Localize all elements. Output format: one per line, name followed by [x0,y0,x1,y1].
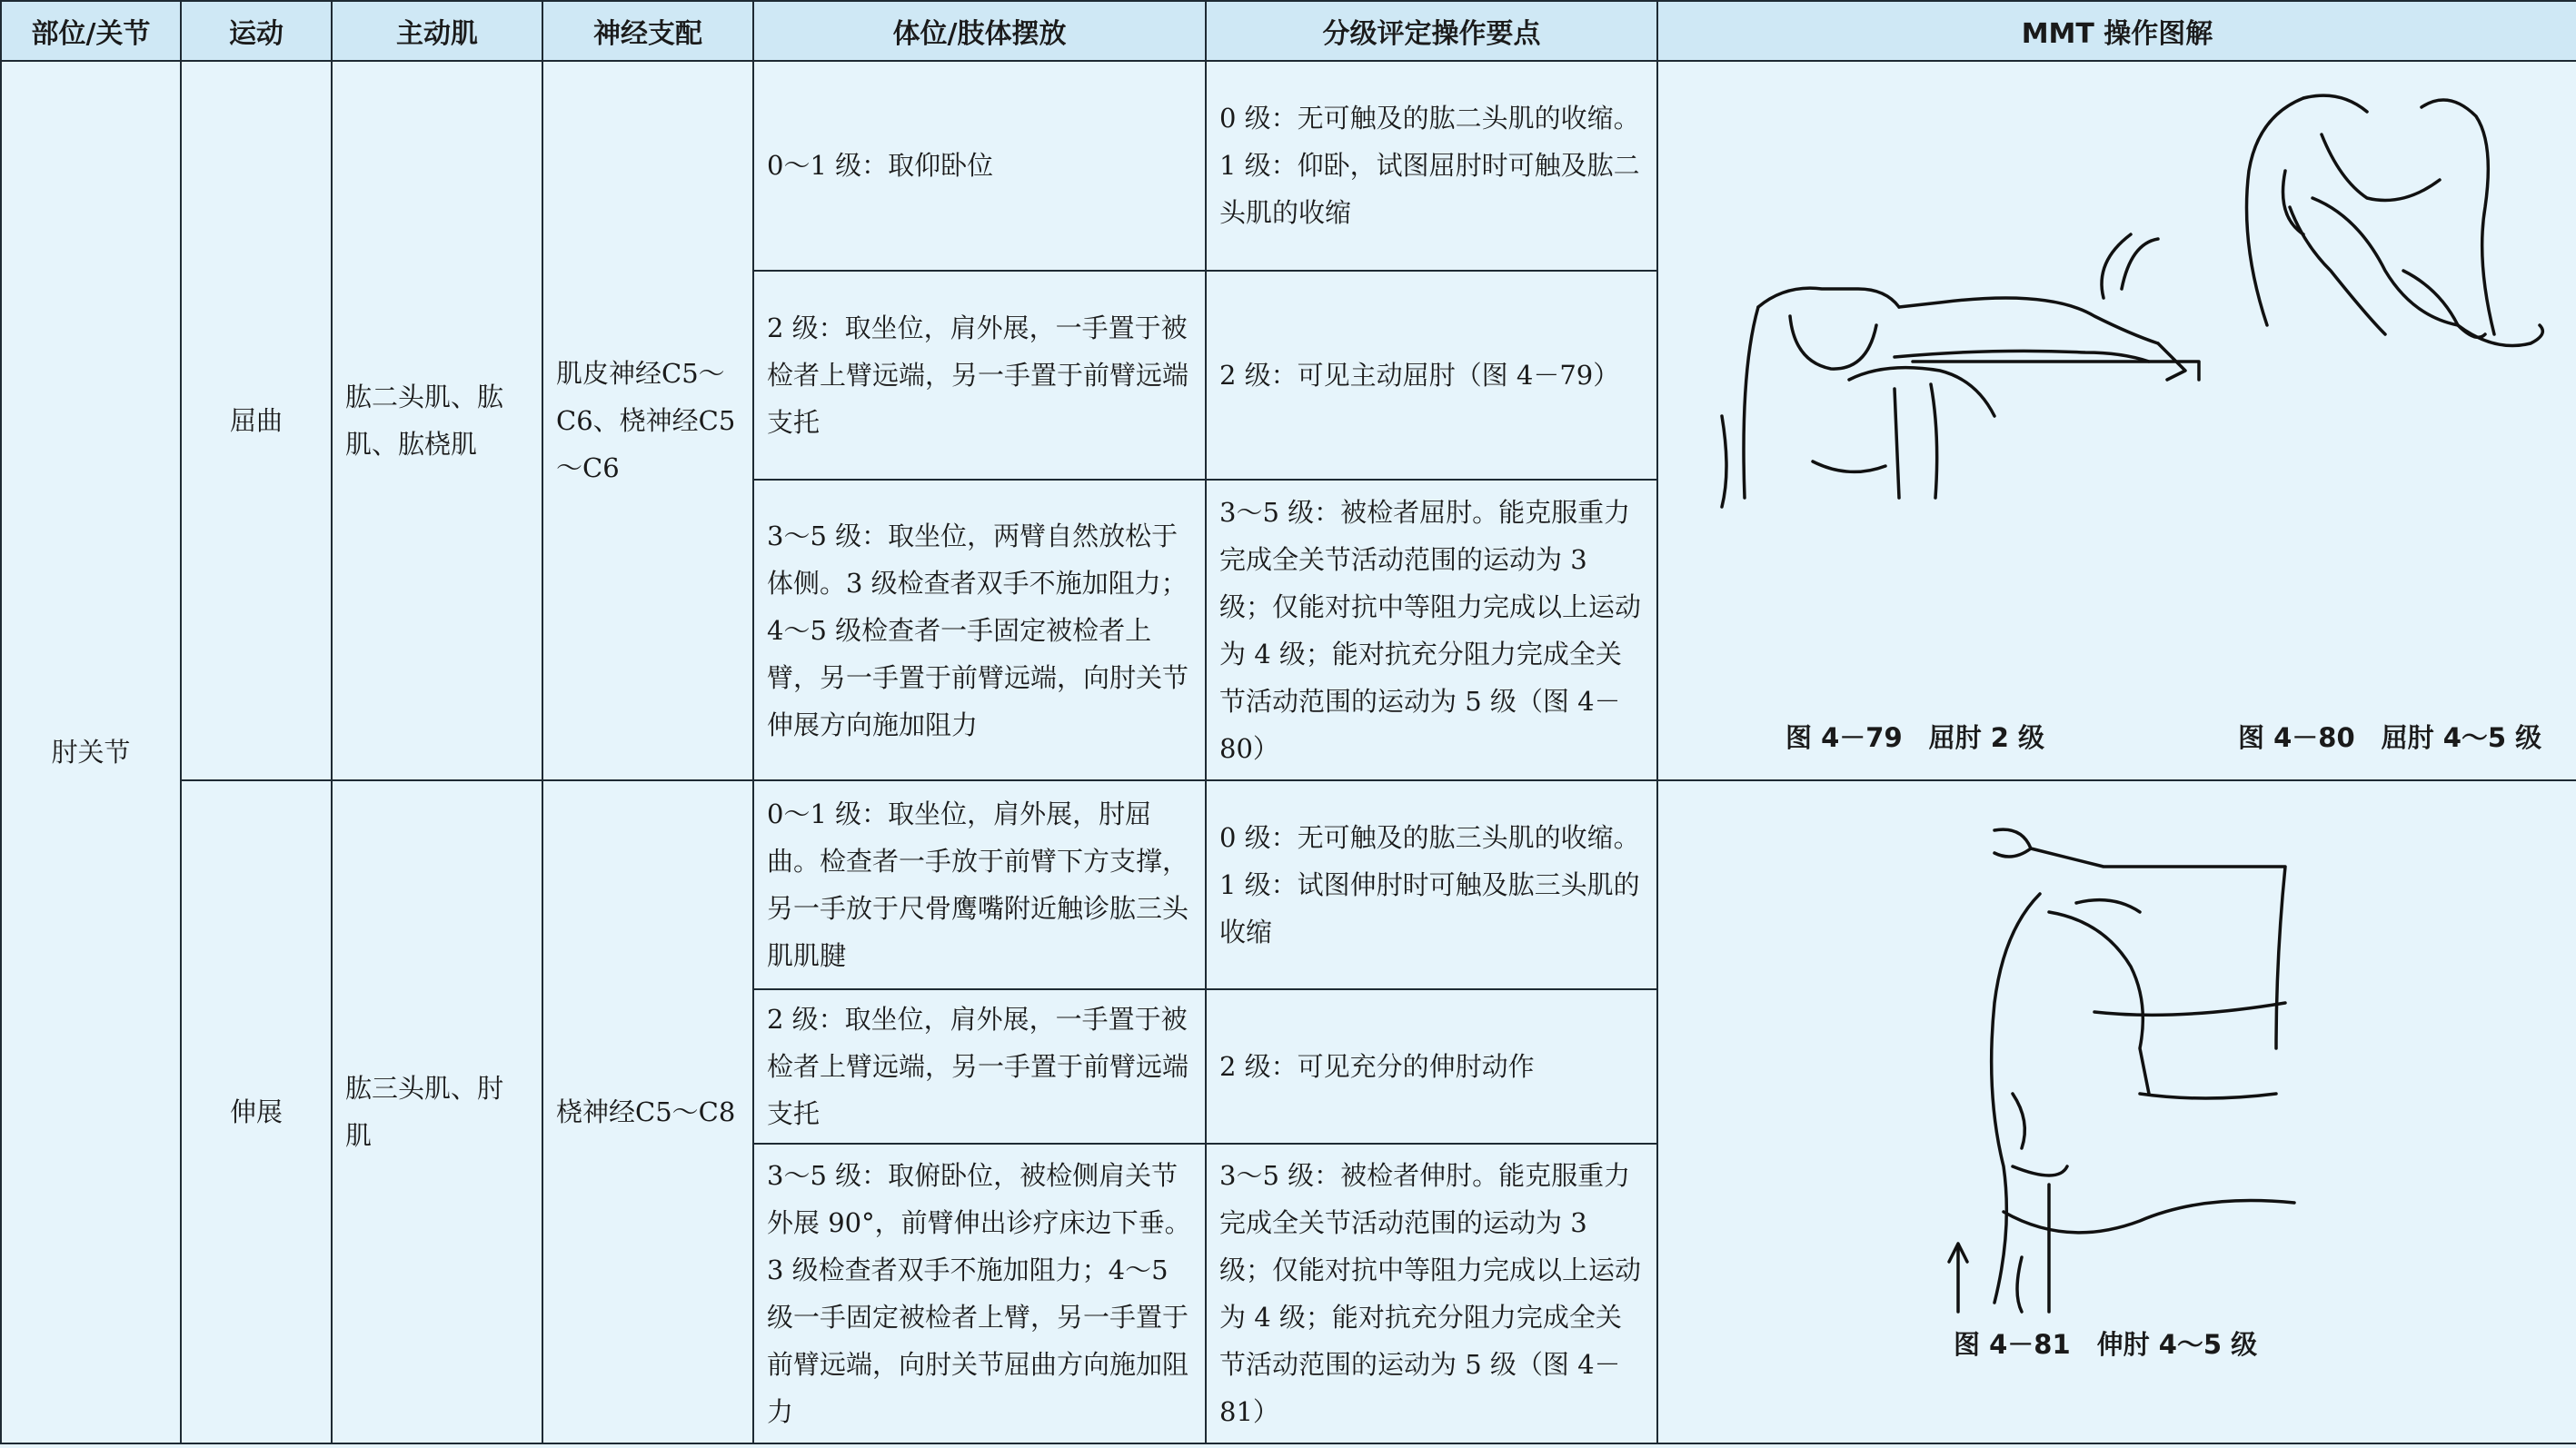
header-motion: 运动 [181,1,332,61]
extension-position-2: 3～5 级：取俯卧位，被检侧肩关节外展 90°，前臂伸出诊疗床边下垂。3 级检查者双手不施加阻力；4～5 级一手固定被检者上臂，另一手置于前臂远端，向肘关节屈曲方向施加阻力 [753,1144,1206,1443]
header-position: 体位/肢体摆放 [753,1,1206,61]
header-criteria: 分级评定操作要点 [1206,1,1657,61]
flexion-nerve: 肌皮神经C5～C6、桡神经C5～C6 [542,61,753,780]
joint-cell: 肘关节 [1,61,181,1443]
flexion-figures-svg [1658,62,2576,779]
flexion-position-1: 2 级：取坐位，肩外展，一手置于被检者上臂远端，另一手置于前臂远端支托 [753,271,1206,481]
extension-nerve: 桡神经C5～C8 [542,780,753,1443]
extension-criteria-2: 3～5 级：被检者伸肘。能克服重力完成全关节活动范围的运动为 3 级；仅能对抗中等阻力完成以上运动为 4 级；能对抗充分阻力完成全关节活动范围的运动为 5 级（图 4－81） [1206,1144,1657,1443]
header-joint: 部位/关节 [1,1,181,61]
flexion-position-0: 0～1 级：取仰卧位 [753,61,1206,271]
header-row [1,1,2576,61]
flexion-criteria-1: 2 级：可见主动屈肘（图 4－79） [1206,271,1657,481]
figure-4-79-drawing [1722,234,2199,507]
extension-illustration [1657,780,2576,1443]
caption-4-79: 图 4－79 屈肘 2 级 [1785,722,2045,753]
flexion-criteria-2: 3～5 级：被检者屈肘。能克服重力完成全关节活动范围的运动为 3 级；仅能对抗中等阻力完成以上运动为 4 级；能对抗充分阻力完成全关节活动范围的运动为 5 级（图 4－80） [1206,480,1657,780]
extension-position-0: 0～1 级：取坐位，肩外展，肘屈曲。检查者一手放于前臂下方支撑，另一手放于尺骨鹰嘴附近触诊肱三头肌肌腱 [753,780,1206,989]
extension-muscles: 肱三头肌、肘肌 [332,780,542,1443]
header-muscle: 主动肌 [332,1,542,61]
header-nerve: 神经支配 [542,1,753,61]
caption-4-81: 图 4－81 伸肘 4～5 级 [1954,1329,2258,1360]
flexion-motion: 屈曲 [181,61,332,780]
flexion-muscles: 肱二头肌、肱肌、肱桡肌 [332,61,542,780]
table-row [1,780,2576,989]
table-row [1,61,2576,271]
flexion-position-2: 3～5 级：取坐位，两臂自然放松于体侧。3 级检查者双手不施加阻力；4～5 级检查者一手固定被检者上臂，另一手置于前臂远端，向肘关节伸展方向施加阻力 [753,480,1206,780]
extension-motion: 伸展 [181,780,332,1443]
extension-criteria-0: 0 级：无可触及的肱三头肌的收缩。 1 级：试图伸肘时可触及肱三头肌的收缩 [1206,780,1657,989]
flexion-illustration [1657,61,2576,780]
figure-4-80-drawing [2247,95,2543,345]
extension-criteria-1: 2 级：可见充分的伸肘动作 [1206,989,1657,1144]
figure-4-81-drawing [1949,829,2294,1312]
extension-position-1: 2 级：取坐位，肩外展，一手置于被检者上臂远端，另一手置于前臂远端支托 [753,989,1206,1144]
header-illustration: MMT 操作图解 [1657,1,2576,61]
caption-4-80: 图 4－80 屈肘 4～5 级 [2238,722,2542,753]
flexion-criteria-0: 0 级：无可触及的肱二头肌的收缩。 1 级：仰卧，试图屈肘时可触及肱二头肌的收缩 [1206,61,1657,271]
